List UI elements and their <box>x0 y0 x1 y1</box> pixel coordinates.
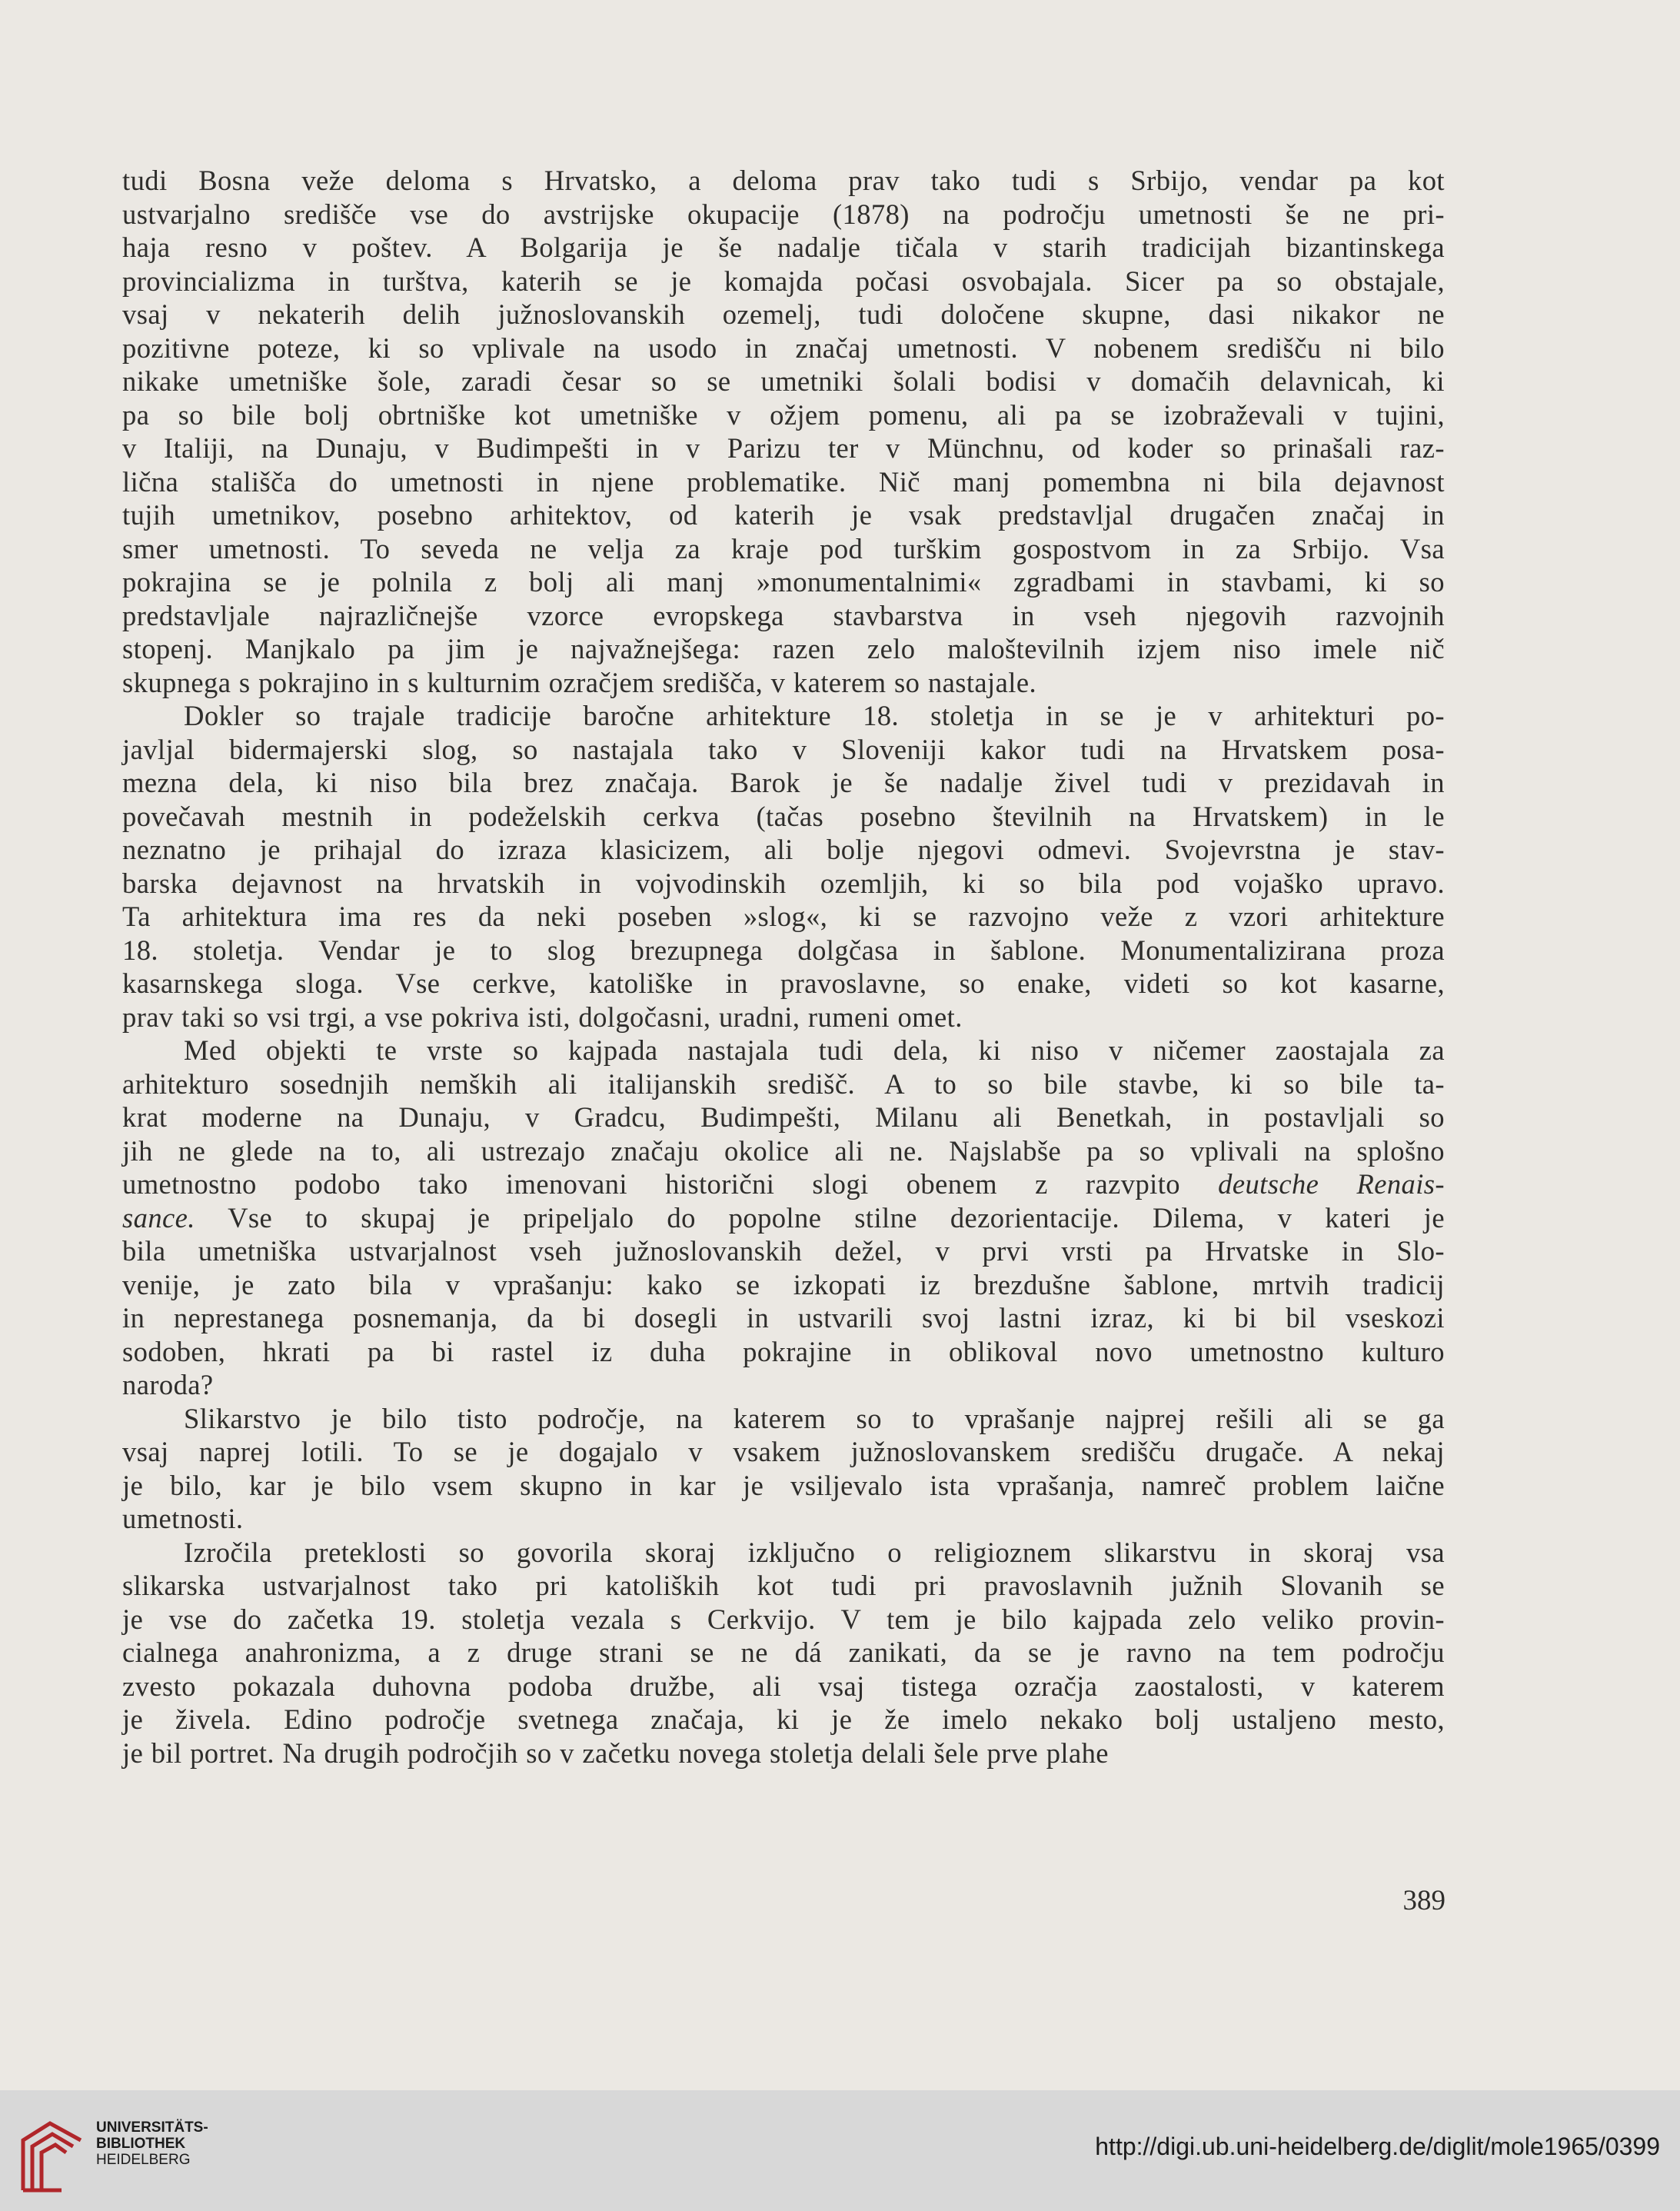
text-line: skupnega s pokrajino in s kulturnim ozračjem središča, v katerem so nastajale. <box>122 666 1036 698</box>
text-line: umetnostno podobo tako imenovani historični slogi obenem z razvpito deutsche Renais- <box>122 1168 1445 1200</box>
text-line: pozitivne poteze, ki so vplivale na usodo in značaj umetnosti. V nobenem središču ni bilo <box>122 331 1445 364</box>
library-name-line2: BIBLIOTHEK <box>96 2136 186 2152</box>
text-line: naroda? <box>122 1369 214 1400</box>
text-line: Dokler so trajale tradicije baročne arhitekture 18. stoletja in se je v arhitekturi po- <box>184 700 1445 731</box>
text-line: nikake umetniške šole, zaradi česar so se umetniki šolali bodisi v domačih delavnicah, ki <box>122 365 1445 397</box>
text-line: smer umetnosti. To seveda ne velja za kraje pod turškim gospostvom in za Srbijo. Vsa <box>122 532 1445 564</box>
page-number: 389 <box>1402 1885 1445 1916</box>
text-line: provincializma in turštva, katerih se je komajda počasi osvobajala. Sicer pa so obstajale, <box>122 265 1445 297</box>
university-library-logo-icon <box>15 2117 86 2194</box>
text-line: prav taki so vsi trgi, a vse pokriva isti, dolgočasni, uradni, rumeni omet. <box>122 1001 963 1033</box>
text-line: povečavah mestnih in podeželskih cerkva (tačas posebno številnih na Hrvatskem) in le <box>122 800 1445 832</box>
text-line: tudi Bosna veže deloma s Hrvatsko, a deloma prav tako tudi s Srbijo, vendar pa kot <box>122 165 1445 196</box>
text-line: Med objekti te vrste so kajpada nastajala tudi dela, ki niso v ničemer zaostajala za <box>184 1034 1445 1066</box>
text-line: pa so bile bolj obrtniške kot umetniške v ožjem pomenu, ali pa se izobraževali v tujini, <box>122 398 1445 431</box>
text-line: vsaj naprej lotili. To se je dogajalo v vsakem južnoslovanskem središču drugače. A nekaj <box>122 1436 1445 1467</box>
library-name <box>96 2119 208 2168</box>
library-name-line3: HEIDELBERG <box>96 2152 191 2168</box>
text-line: venije, je zato bila v vprašanju: kako se izkopati iz brezdušne šablone, mrtvih tradicij <box>122 1268 1445 1300</box>
library-footer <box>0 2090 1680 2211</box>
text-line: sance. Vse to skupaj je pripeljalo do popolne stilne dezorientacije. Dilema, v kateri je <box>122 1201 1445 1234</box>
paragraph <box>122 164 1445 699</box>
text-line: arhitekturo sosednjih nemških ali italijanskih središč. A to so bile stavbe, ki so bile ta- <box>122 1067 1445 1100</box>
text-line: umetnosti. <box>122 1503 244 1534</box>
text-line: v Italiji, na Dunaju, v Budimpešti in v Parizu ter v Münchnu, od koder so prinašali raz- <box>122 432 1445 464</box>
text-line: 18. stoletja. Vendar je to slog brezupnega dolgčasa in šablone. Monumentalizirana proza <box>122 934 1445 966</box>
paragraph <box>122 1034 1445 1402</box>
text-line: je bilo, kar je bilo vsem skupno in kar je vsiljevalo ista vprašanja, namreč problem laične <box>122 1469 1445 1501</box>
body-text <box>122 164 1445 1770</box>
text-line: je vse do začetka 19. stoletja vezala s Cerkvijo. V tem je bilo kajpada zelo veliko provin- <box>122 1603 1445 1635</box>
text-line: Slikarstvo je bilo tisto področje, na katerem so to vprašanje najprej rešili ali se ga <box>184 1402 1445 1434</box>
text-line: mezna dela, ki niso bila brez značaja. Barok je še nadalje živel tudi v prezidavah in <box>122 767 1445 798</box>
text-line: ustvarjalno središče vse do avstrijske okupacije (1878) na področju umetnosti še ne pri- <box>122 198 1445 230</box>
text-line: jih ne glede na to, ali ustrezajo značaju okolice ali ne. Najslabše pa so vplivali na splošno <box>122 1134 1445 1167</box>
text-line: lična stališča do umetnosti in njene problematike. Nič manj pomembna ni bila dejavnost <box>122 465 1445 498</box>
paragraph <box>122 699 1445 1034</box>
text-line: kasarnskega sloga. Vse cerkve, katoliške in pravoslavne, so enake, videti so kot kasarne, <box>122 967 1445 999</box>
text-line: vsaj v nekaterih delih južnoslovanskih ozemelj, tudi določene skupne, dasi nikakor ne <box>122 298 1445 330</box>
paragraph <box>122 1536 1445 1770</box>
library-name-line1: UNIVERSITÄTS- <box>96 2119 208 2136</box>
text-line: sodoben, hkrati pa bi rastel iz duha pokrajine in oblikoval novo umetnostno kulturo <box>122 1335 1445 1367</box>
text-line: Izročila preteklosti so govorila skoraj izključno o religioznem slikarstvu in skoraj vsa <box>184 1536 1445 1568</box>
text-line: barska dejavnost na hrvatskih in vojvodinskih ozemljih, ki so bila pod vojaško upravo. <box>122 867 1445 899</box>
text-line: pokrajina se je polnila z bolj ali manj »monumentalnimi« zgradbami in stavbami, ki so <box>122 566 1445 598</box>
text-line: predstavljale najrazličnejše vzorce evropskega stavbarstva in vseh njegovih razvojnih <box>122 599 1445 631</box>
text-line: je bil portret. Na drugih področjih so v začetku novega stoletja delali šele prve plahe <box>122 1737 1109 1769</box>
text-line: cialnega anahronizma, a z druge strani se ne dá zanikati, da se je ravno na tem področju <box>122 1637 1445 1668</box>
text-line: slikarska ustvarjalnost tako pri katoliških kot tudi pri pravoslavnih južnih Slovanih se <box>122 1570 1445 1601</box>
text-line: haja resno v poštev. A Bolgarija je še nadalje tičala v starih tradicijah bizantinskega <box>122 231 1445 263</box>
text-line: tujih umetnikov, posebno arhitektov, od katerih je vsak predstavljal drugačen značaj in <box>122 499 1445 531</box>
source-url-link[interactable]: http://digi.ub.uni-heidelberg.de/diglit/mole1965/0399 <box>1095 2133 1660 2160</box>
text-line: Ta arhitektura ima res da neki poseben »slog«, ki se razvojno veže z vzori arhitekture <box>122 901 1445 932</box>
text-line: je živela. Edino področje svetnega značaja, ki je že imelo nekako bolj ustaljeno mesto, <box>122 1703 1445 1735</box>
text-line: neznatno je prihajal do izraza klasicizem, ali bolje njegovi odmevi. Svojevrstna je stav- <box>122 834 1445 865</box>
text-line: stopenj. Manjkalo pa jim je najvažnejšega: razen zelo maloštevilnih izjem niso imele nič <box>122 633 1445 664</box>
text-line: bila umetniška ustvarjalnost vseh južnoslovanskih dežel, v prvi vrsti pa Hrvatske in Slo- <box>122 1235 1445 1267</box>
text-line: in neprestanega posnemanja, da bi dosegli in ustvarili svoj lastni izraz, ki bi bil vseskozi <box>122 1302 1445 1334</box>
text-line: zvesto pokazala duhovna podoba družbe, ali vsaj tistega ozračja zaostalosti, v katerem <box>122 1670 1445 1702</box>
text-line: javljal bidermajerski slog, so nastajala tako v Sloveniji kakor tudi na Hrvatskem posa- <box>122 733 1445 765</box>
text-line: krat moderne na Dunaju, v Gradcu, Budimpešti, Milanu ali Benetkah, in postavljali so <box>122 1101 1445 1133</box>
paragraph <box>122 1402 1445 1536</box>
